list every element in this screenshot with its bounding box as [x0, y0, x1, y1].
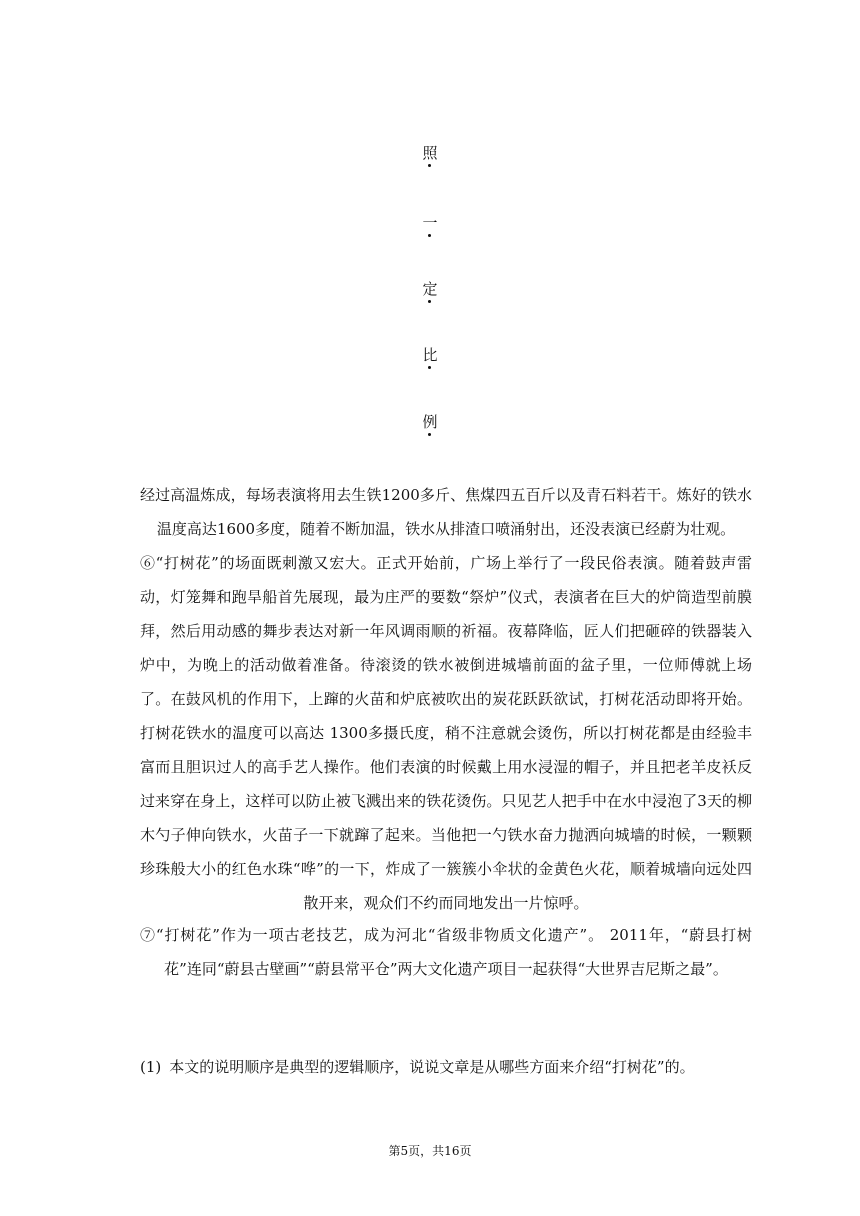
question-1	[140, 1052, 695, 1082]
vertical-char: 例	[422, 413, 438, 431]
paragraph-7: ⑦“打树花”作为一项古老技艺，成为河北“省级非物质文化遗产”。 2011年，“蔚县打树花”连同“蔚县古壁画”“蔚县常平仓”两大文化遗产项目一起获得“大世界吉尼斯之最”。	[140, 926, 752, 978]
vertical-char: 定	[422, 280, 438, 298]
question-text: 本文的说明顺序是典型的逻辑顺序，说说文章是从哪些方面来介绍“打树花”的。	[169, 1058, 695, 1076]
page-footer: 第5页，共16页	[388, 1144, 472, 1158]
paragraph-6: ⑥“打树花”的场面既刺激又宏大。正式开始前，广场上举行了一段民俗表演。随着鼓声雷动，灯笼舞和跑旱船首先展现，最为庄严的要数“祭炉”仪式，表演者在巨大的炉筒造型前膜拜，然后用动感的舞步表达对新一年风调雨顺的祈福。夜幕降临，匠人们把砸碎的铁器装入炉中，为晚上的活动做着准备。待滚烫的铁水被倒进城墙前面的盆子里，一位师傅就上场了。在鼓风机的作用下，上蹿的火苗和炉底被吹出的炭花跃跃欲试，打树花活动即将开始。打树花铁水的温度可以高达 1300多摄氏度，稍不注意就会烫伤，所以打树花都是由经验丰富而且胆识过人的高手艺人操作。他们表演的时候戴上用水浸湿的帽子，并且把老羊皮袄反过来穿在身上，这样可以防止被飞溅出来的铁花烫伤。只见艺人把手中在水中浸泡了3天的柳木勺子伸向铁水，火苗子一下就蹿了起来。当他把一勺铁水奋力抛洒向城墙的时候，一颗颗珍珠般大小的红色水珠“哗”的一下，炸成了一簇簇小伞状的金黄色火花，顺着城墙向远处四散开来，观众们不约而同地发出一片惊呼。	[140, 554, 752, 912]
paragraph-smelting: 经过高温炼成，每场表演将用去生铁1200多斤、焦煤四五百斤以及青石料若干。炼好的铁水温度高达1600多度，随着不断加温，铁水从排渣口喷涌射出，还没表演已经蔚为壮观。	[140, 486, 752, 538]
vertical-char: 照	[422, 144, 438, 162]
vertical-char: 比	[422, 346, 438, 364]
question-number: (1)	[140, 1058, 162, 1076]
vertical-char: 一	[422, 214, 438, 232]
